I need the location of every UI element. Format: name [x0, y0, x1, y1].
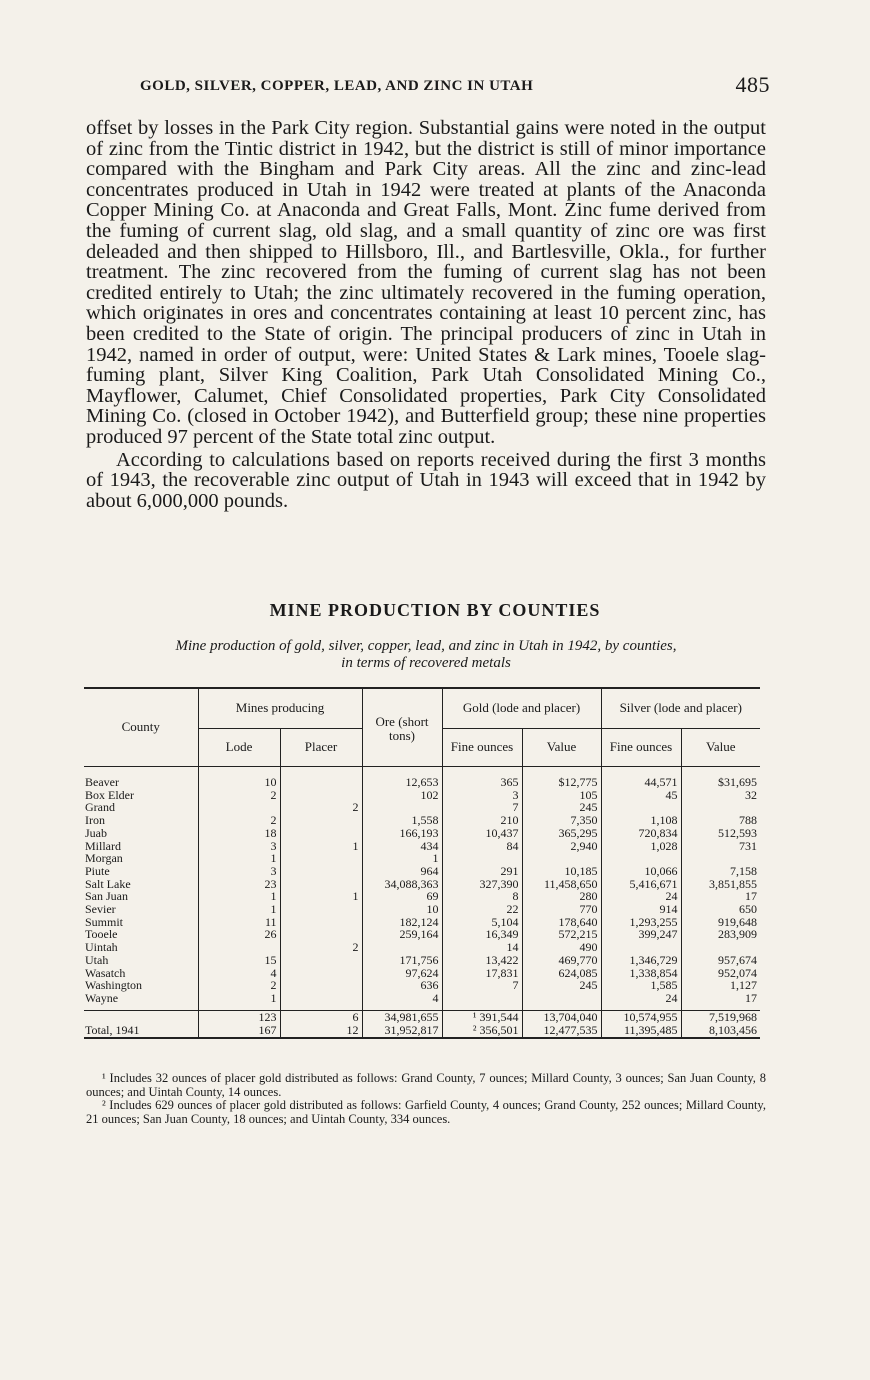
- cell-lode: 1: [198, 992, 280, 1005]
- cell-ore: 964: [362, 865, 442, 878]
- cell-gold-val: $12,775: [522, 776, 601, 789]
- cell-lode: 1: [198, 852, 280, 865]
- cell-placer: [280, 916, 362, 929]
- cell-placer: [280, 814, 362, 827]
- cell-gold-val: 12,477,535: [522, 1024, 601, 1038]
- cell-county: Summit: [85, 914, 124, 929]
- table-row: [84, 992, 760, 1005]
- cell-gold-val: 280: [522, 890, 601, 903]
- cell-silver-val: 650: [681, 903, 760, 916]
- cell-gold-oz: 13,422: [442, 954, 522, 967]
- cell-silver-val: 1,127: [681, 979, 760, 992]
- cell-silver-oz: 24: [601, 890, 681, 903]
- paragraph-1: offset by losses in the Park City region. Substantial gains were noted in the output of zinc from the Tintic district in 1942, but the district is still of minor importance compared with the Bingham and Park City areas. All the zinc and zinc-lead concentrates produced in Utah in 1942 were treated at plants of the Anaconda Copper Mining Co. at Anaconda and Great Falls, Mont. Zinc fume derived from the fuming of current slag, old slag, and a small quantity of zinc ore was first deleaded and then shipped to Hillsboro, Ill., and Bartlesville, Okla., for further treatment. The zinc recovered from the fuming of current slag has not been credited entirely to Utah; the zinc ultimately recovered in the fuming operation, which originates in ores and concentrates containing at least 10 percent zinc, has been credited to the State of origin. The principal producers of zinc in Utah in 1942, named in order of output, were: United States & Lark mines, Tooele slag-fuming plant, Silver King Coalition, Park Utah Consolidated Mining Co., Mayflower, Calumet, Chief Consolidated properties, Park City Consolidated Mining Co. (closed in October 1942), and Butterfield group; these nine properties produced 97 percent of the State total zinc output.: [86, 117, 766, 448]
- cell-county: Box Elder: [85, 787, 134, 802]
- cell-ore: 171,756: [362, 954, 442, 967]
- cell-silver-val: 919,648: [681, 916, 760, 929]
- col-silver-fine-header: Fine ounces: [601, 728, 681, 766]
- table-row: [84, 789, 760, 802]
- cell-lode: 167: [198, 1024, 280, 1038]
- cell-placer: [280, 928, 362, 941]
- cell-ore: 636: [362, 979, 442, 992]
- running-title: GOLD, SILVER, COPPER, LEAD, AND ZINC IN UTAH: [140, 78, 534, 94]
- cell-county: Tooele: [85, 927, 118, 942]
- cell-placer: 1: [280, 840, 362, 853]
- cell-silver-val: 512,593: [681, 827, 760, 840]
- cell-county: Salt Lake: [85, 876, 131, 891]
- table-row: [84, 827, 760, 840]
- table-row: [84, 776, 760, 789]
- cell-lode: 2: [198, 979, 280, 992]
- cell-ore: 102: [362, 789, 442, 802]
- body-text: [86, 118, 766, 511]
- cell-ore: 166,193: [362, 827, 442, 840]
- col-placer-header: Placer: [280, 728, 362, 766]
- col-silver-value-header: Value: [681, 728, 760, 766]
- cell-silver-val: 32: [681, 789, 760, 802]
- cell-placer: [280, 903, 362, 916]
- cell-gold-val: 11,458,650: [522, 878, 601, 891]
- cell-gold-val: 572,215: [522, 928, 601, 941]
- cell-ore: 1: [362, 852, 442, 865]
- cell-gold-oz: 17,831: [442, 967, 522, 980]
- cell-county: Wayne: [85, 990, 119, 1005]
- table-row: [84, 890, 760, 903]
- cell-silver-val: 952,074: [681, 967, 760, 980]
- cell-silver-oz: 1,028: [601, 840, 681, 853]
- cell-gold-oz: 8: [442, 890, 522, 903]
- table-row: [84, 903, 760, 916]
- cell-gold-oz: 327,390: [442, 878, 522, 891]
- cell-placer: [280, 979, 362, 992]
- cell-gold-oz: 3: [442, 789, 522, 802]
- col-gold-header: Gold (lode and placer): [442, 688, 601, 728]
- col-gold-fine-header: Fine ounces: [442, 728, 522, 766]
- caption-line-1: Mine production of gold, silver, copper, lead, and zinc in Utah in 1942, by counties,: [175, 638, 677, 654]
- cell-gold-val: 469,770: [522, 954, 601, 967]
- cell-gold-oz: 291: [442, 865, 522, 878]
- cell-gold-oz: 7: [442, 801, 522, 814]
- col-lode-header: Lode: [198, 728, 280, 766]
- cell-ore: [362, 941, 442, 954]
- cell-lode: [198, 801, 280, 814]
- cell-placer: [280, 967, 362, 980]
- cell-lode: 18: [198, 827, 280, 840]
- cell-gold-val: [522, 992, 601, 1005]
- cell-ore: 69: [362, 890, 442, 903]
- cell-lode: 26: [198, 928, 280, 941]
- cell-gold-oz: 22: [442, 903, 522, 916]
- cell-county: Wasatch: [85, 965, 126, 980]
- table-row: [84, 941, 760, 954]
- cell-placer: 6: [280, 1011, 362, 1024]
- cell-ore: 12,653: [362, 776, 442, 789]
- cell-silver-oz: 10,574,955: [601, 1011, 681, 1024]
- cell-gold-val: 10,185: [522, 865, 601, 878]
- cell-silver-val: 3,851,855: [681, 878, 760, 891]
- cell-placer: 1: [280, 890, 362, 903]
- cell-lode: 4: [198, 967, 280, 980]
- cell-silver-oz: 24: [601, 992, 681, 1005]
- cell-lode: 1: [198, 903, 280, 916]
- cell-county: [84, 1011, 198, 1024]
- cell-placer: [280, 789, 362, 802]
- cell-gold-val: 624,085: [522, 967, 601, 980]
- cell-gold-oz: [442, 992, 522, 1005]
- cell-placer: 2: [280, 941, 362, 954]
- cell-ore: 182,124: [362, 916, 442, 929]
- cell-placer: [280, 878, 362, 891]
- cell-county: Juab: [85, 825, 107, 840]
- cell-county: Beaver: [85, 775, 119, 789]
- col-gold-value-header: Value: [522, 728, 601, 766]
- cell-silver-oz: 10,066: [601, 865, 681, 878]
- total-1942-row: [84, 1011, 760, 1024]
- cell-ore: 34,981,655: [362, 1011, 442, 1024]
- table-row: [84, 878, 760, 891]
- footnote-2: ² Includes 629 ounces of placer gold distributed as follows: Garfield County, 4 ounces; Grand County, 252 ounces; Millard County, 21 ounces; San Juan County, 18 ounces; and Uintah County, 334 ounces.: [86, 1098, 766, 1126]
- cell-gold-val: 7,350: [522, 814, 601, 827]
- caption-line-2: in terms of recovered metals: [341, 655, 511, 671]
- cell-silver-oz: 11,395,485: [601, 1024, 681, 1038]
- cell-gold-oz: 7: [442, 979, 522, 992]
- cell-silver-val: 17: [681, 890, 760, 903]
- table-row: [84, 954, 760, 967]
- cell-silver-oz: 914: [601, 903, 681, 916]
- cell-placer: [280, 776, 362, 789]
- cell-silver-val: 283,909: [681, 928, 760, 941]
- cell-lode: 3: [198, 840, 280, 853]
- cell-county: Grand: [85, 800, 115, 815]
- cell-lode: 11: [198, 916, 280, 929]
- cell-gold-val: 105: [522, 789, 601, 802]
- cell-silver-oz: 399,247: [601, 928, 681, 941]
- cell-lode: 2: [198, 814, 280, 827]
- cell-silver-val: 7,158: [681, 865, 760, 878]
- cell-silver-oz: 1,108: [601, 814, 681, 827]
- cell-ore: 434: [362, 840, 442, 853]
- cell-ore: 10: [362, 903, 442, 916]
- cell-lode: 123: [198, 1011, 280, 1024]
- cell-ore: 97,624: [362, 967, 442, 980]
- col-silver-header: Silver (lode and placer): [601, 688, 760, 728]
- col-mines-producing-header: Mines producing: [198, 688, 362, 728]
- table-row: [84, 840, 760, 853]
- cell-silver-oz: 720,834: [601, 827, 681, 840]
- cell-gold-val: 245: [522, 801, 601, 814]
- cell-county: Piute: [85, 863, 110, 878]
- cell-lode: 1: [198, 890, 280, 903]
- cell-county: Sevier: [85, 902, 116, 917]
- cell-silver-val: 788: [681, 814, 760, 827]
- cell-silver-val: [681, 941, 760, 954]
- cell-gold-val: 13,704,040: [522, 1011, 601, 1024]
- cell-silver-oz: 1,346,729: [601, 954, 681, 967]
- cell-silver-oz: 1,293,255: [601, 916, 681, 929]
- cell-silver-oz: [601, 941, 681, 954]
- cell-silver-oz: 5,416,671: [601, 878, 681, 891]
- table-row: [84, 814, 760, 827]
- table-body: [84, 766, 760, 1038]
- col-ore-header: Ore (short tons): [362, 688, 442, 766]
- cell-silver-val: $31,695: [681, 776, 760, 789]
- cell-gold-val: 770: [522, 903, 601, 916]
- cell-gold-oz: 365: [442, 776, 522, 789]
- total-1941-row: [84, 1024, 760, 1038]
- cell-gold-val: 178,640: [522, 916, 601, 929]
- table-caption: [86, 638, 766, 672]
- cell-lode: 10: [198, 776, 280, 789]
- paragraph-2: According to calculations based on reports received during the first 3 months of 1943, the recoverable zinc output of Utah in 1943 will exceed that in 1942 by about 6,000,000 pounds.: [86, 448, 766, 512]
- cell-silver-oz: 44,571: [601, 776, 681, 789]
- table-row: [84, 979, 760, 992]
- cell-placer: [280, 954, 362, 967]
- cell-gold-oz: ² 356,501: [442, 1024, 522, 1038]
- footnotes: [86, 1072, 766, 1126]
- cell-ore: 31,952,817: [362, 1024, 442, 1038]
- cell-silver-oz: 45: [601, 789, 681, 802]
- production-table: [84, 687, 760, 1039]
- cell-county: Utah: [85, 952, 109, 967]
- cell-gold-oz: 5,104: [442, 916, 522, 929]
- cell-ore: 259,164: [362, 928, 442, 941]
- cell-placer: [280, 865, 362, 878]
- cell-county: Morgan: [85, 851, 123, 866]
- cell-gold-oz: 210: [442, 814, 522, 827]
- cell-gold-val: 245: [522, 979, 601, 992]
- cell-lode: 23: [198, 878, 280, 891]
- cell-silver-val: 731: [681, 840, 760, 853]
- cell-silver-val: 8,103,456: [681, 1024, 760, 1038]
- table-row: [84, 865, 760, 878]
- cell-silver-val: 957,674: [681, 954, 760, 967]
- cell-gold-val: 2,940: [522, 840, 601, 853]
- cell-gold-oz: 10,437: [442, 827, 522, 840]
- cell-county: Uintah: [85, 940, 118, 955]
- cell-ore: 34,088,363: [362, 878, 442, 891]
- cell-ore: 1,558: [362, 814, 442, 827]
- cell-ore: 4: [362, 992, 442, 1005]
- cell-gold-val: 490: [522, 941, 601, 954]
- footnote-1: ¹ Includes 32 ounces of placer gold distributed as follows: Grand County, 7 ounces; Millard County, 3 ounces; San Juan County, 8 ounces; and Uintah County, 14 ounces.: [86, 1071, 766, 1099]
- cell-placer: [280, 992, 362, 1005]
- table-row: [84, 928, 760, 941]
- cell-county: Iron: [85, 813, 105, 828]
- section-title: MINE PRODUCTION BY COUNTIES: [269, 600, 601, 620]
- cell-gold-oz: ¹ 391,544: [442, 1011, 522, 1024]
- cell-county: San Juan: [85, 889, 128, 904]
- cell-silver-val: 7,519,968: [681, 1011, 760, 1024]
- cell-gold-val: 365,295: [522, 827, 601, 840]
- cell-silver-oz: 1,585: [601, 979, 681, 992]
- production-table-wrapper: [84, 687, 760, 1039]
- cell-placer: 2: [280, 801, 362, 814]
- cell-lode: [198, 941, 280, 954]
- cell-county: Washington: [85, 978, 143, 993]
- cell-silver-oz: 1,338,854: [601, 967, 681, 980]
- cell-lode: 3: [198, 865, 280, 878]
- cell-gold-oz: 16,349: [442, 928, 522, 941]
- cell-lode: 15: [198, 954, 280, 967]
- cell-county: Millard: [85, 838, 121, 853]
- cell-placer: [280, 827, 362, 840]
- col-county-header: County: [84, 688, 198, 766]
- cell-gold-oz: 14: [442, 941, 522, 954]
- cell-placer: 12: [280, 1024, 362, 1038]
- cell-silver-val: 17: [681, 992, 760, 1005]
- page-number: 485: [735, 72, 770, 97]
- cell-placer: [280, 852, 362, 865]
- cell-lode: 2: [198, 789, 280, 802]
- cell-county: Total, 1941: [84, 1024, 198, 1038]
- cell-gold-oz: 84: [442, 840, 522, 853]
